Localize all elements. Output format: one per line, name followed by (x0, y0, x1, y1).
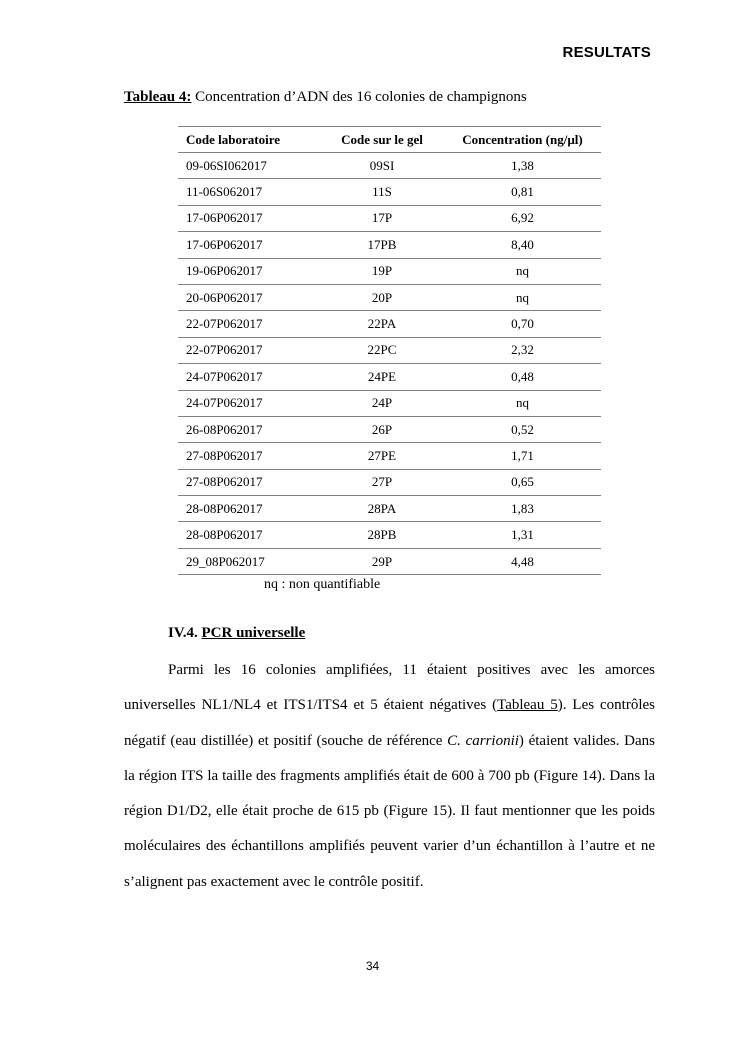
cell-gel-code: 22PA (320, 311, 444, 337)
cell-gel-code: 17PB (320, 232, 444, 258)
table-row (178, 258, 601, 284)
cell-lab-code: 27-08P062017 (178, 443, 320, 469)
cell-lab-code: 17-06P062017 (178, 205, 320, 231)
section-heading (168, 625, 305, 642)
table-row (178, 548, 601, 574)
table-row (178, 337, 601, 363)
cell-gel-code: 28PA (320, 496, 444, 522)
cell-gel-code: 27PE (320, 443, 444, 469)
table-row (178, 496, 601, 522)
cell-gel-code: 20P (320, 284, 444, 310)
body-paragraph (124, 653, 655, 900)
cell-concentration: 1,71 (444, 443, 601, 469)
table-row (178, 390, 601, 416)
cell-lab-code: 20-06P062017 (178, 284, 320, 310)
table-row (178, 364, 601, 390)
cell-concentration: nq (444, 284, 601, 310)
cell-gel-code: 27P (320, 469, 444, 495)
table-footnote: nq : non quantifiable (264, 577, 381, 592)
cell-lab-code: 11-06S062017 (178, 179, 320, 205)
page-number: 34 (365, 959, 380, 973)
cell-gel-code: 19P (320, 258, 444, 284)
cell-lab-code: 26-08P062017 (178, 416, 320, 442)
section-title: PCR universelle (201, 625, 306, 641)
cell-lab-code: 29_08P062017 (178, 548, 320, 574)
section-header: RESULTATS (562, 44, 651, 61)
column-header-lab-code: Code laboratoire (178, 127, 320, 153)
cell-lab-code: 28-08P062017 (178, 496, 320, 522)
cell-concentration: 0,65 (444, 469, 601, 495)
species-name: C. carrionii (447, 732, 519, 749)
cell-concentration: 0,48 (444, 364, 601, 390)
table-row (178, 416, 601, 442)
cell-concentration: 0,52 (444, 416, 601, 442)
cell-concentration: 0,81 (444, 179, 601, 205)
cell-concentration: 0,70 (444, 311, 601, 337)
table-row (178, 205, 601, 231)
table-body (178, 153, 601, 575)
table-5-reference-link[interactable]: Tableau 5 (497, 697, 558, 714)
cell-gel-code: 09SI (320, 153, 444, 179)
cell-lab-code: 27-08P062017 (178, 469, 320, 495)
table-row (178, 232, 601, 258)
cell-concentration: nq (444, 258, 601, 284)
cell-lab-code: 09-06SI062017 (178, 153, 320, 179)
column-header-gel-code: Code sur le gel (320, 127, 444, 153)
paragraph-text-3: ) étaient valides. Dans la région ITS la taille des fragments amplifiés était de 600 à 700 pb (Figure 14). Dans la région D1/D2, elle était proche de 615 pb (Figure 15). Il faut mentionner que les poids moléculaires des échantillons amplifiés peuvent varier d’un échantillon à l’autre et ne s’alignent pas exactement avec le contrôle positif. (124, 732, 656, 890)
cell-concentration: 1,31 (444, 522, 601, 548)
cell-gel-code: 24P (320, 390, 444, 416)
cell-gel-code: 17P (320, 205, 444, 231)
cell-concentration: nq (444, 390, 601, 416)
cell-gel-code: 22PC (320, 337, 444, 363)
cell-lab-code: 28-08P062017 (178, 522, 320, 548)
cell-concentration: 6,92 (444, 205, 601, 231)
table-row (178, 522, 601, 548)
cell-concentration: 1,38 (444, 153, 601, 179)
table-row (178, 469, 601, 495)
table-row (178, 443, 601, 469)
table-row (178, 179, 601, 205)
cell-gel-code: 28PB (320, 522, 444, 548)
cell-lab-code: 22-07P062017 (178, 337, 320, 363)
cell-concentration: 1,83 (444, 496, 601, 522)
paragraph-text-1: Parmi les 16 colonies amplifiées, 11 étaient positives avec les amorces universelles NL1/NL4 et ITS1/ITS4 et 5 étaient négatives ( (124, 662, 655, 714)
column-header-concentration: Concentration (ng/µl) (444, 127, 601, 153)
cell-lab-code: 24-07P062017 (178, 364, 320, 390)
cell-gel-code: 26P (320, 416, 444, 442)
cell-gel-code: 24PE (320, 364, 444, 390)
section-number: IV.4. (168, 625, 202, 641)
cell-lab-code: 22-07P062017 (178, 311, 320, 337)
table-caption (124, 89, 527, 106)
table-row (178, 311, 601, 337)
paragraph-text-2: ). Les contrôles négatif (eau distillée) et positif (souche de référence (124, 697, 655, 749)
cell-lab-code: 19-06P062017 (178, 258, 320, 284)
cell-concentration: 4,48 (444, 548, 601, 574)
cell-lab-code: 17-06P062017 (178, 232, 320, 258)
cell-concentration: 2,32 (444, 337, 601, 363)
table-row (178, 284, 601, 310)
cell-lab-code: 24-07P062017 (178, 390, 320, 416)
table-row (178, 153, 601, 179)
cell-gel-code: 11S (320, 179, 444, 205)
cell-concentration: 8,40 (444, 232, 601, 258)
table-header-row (178, 127, 601, 153)
table-caption-label: Tableau 4: (124, 89, 192, 105)
dna-concentration-table (178, 126, 601, 575)
table-caption-text: Concentration d’ADN des 16 colonies de champignons (191, 89, 527, 105)
cell-gel-code: 29P (320, 548, 444, 574)
